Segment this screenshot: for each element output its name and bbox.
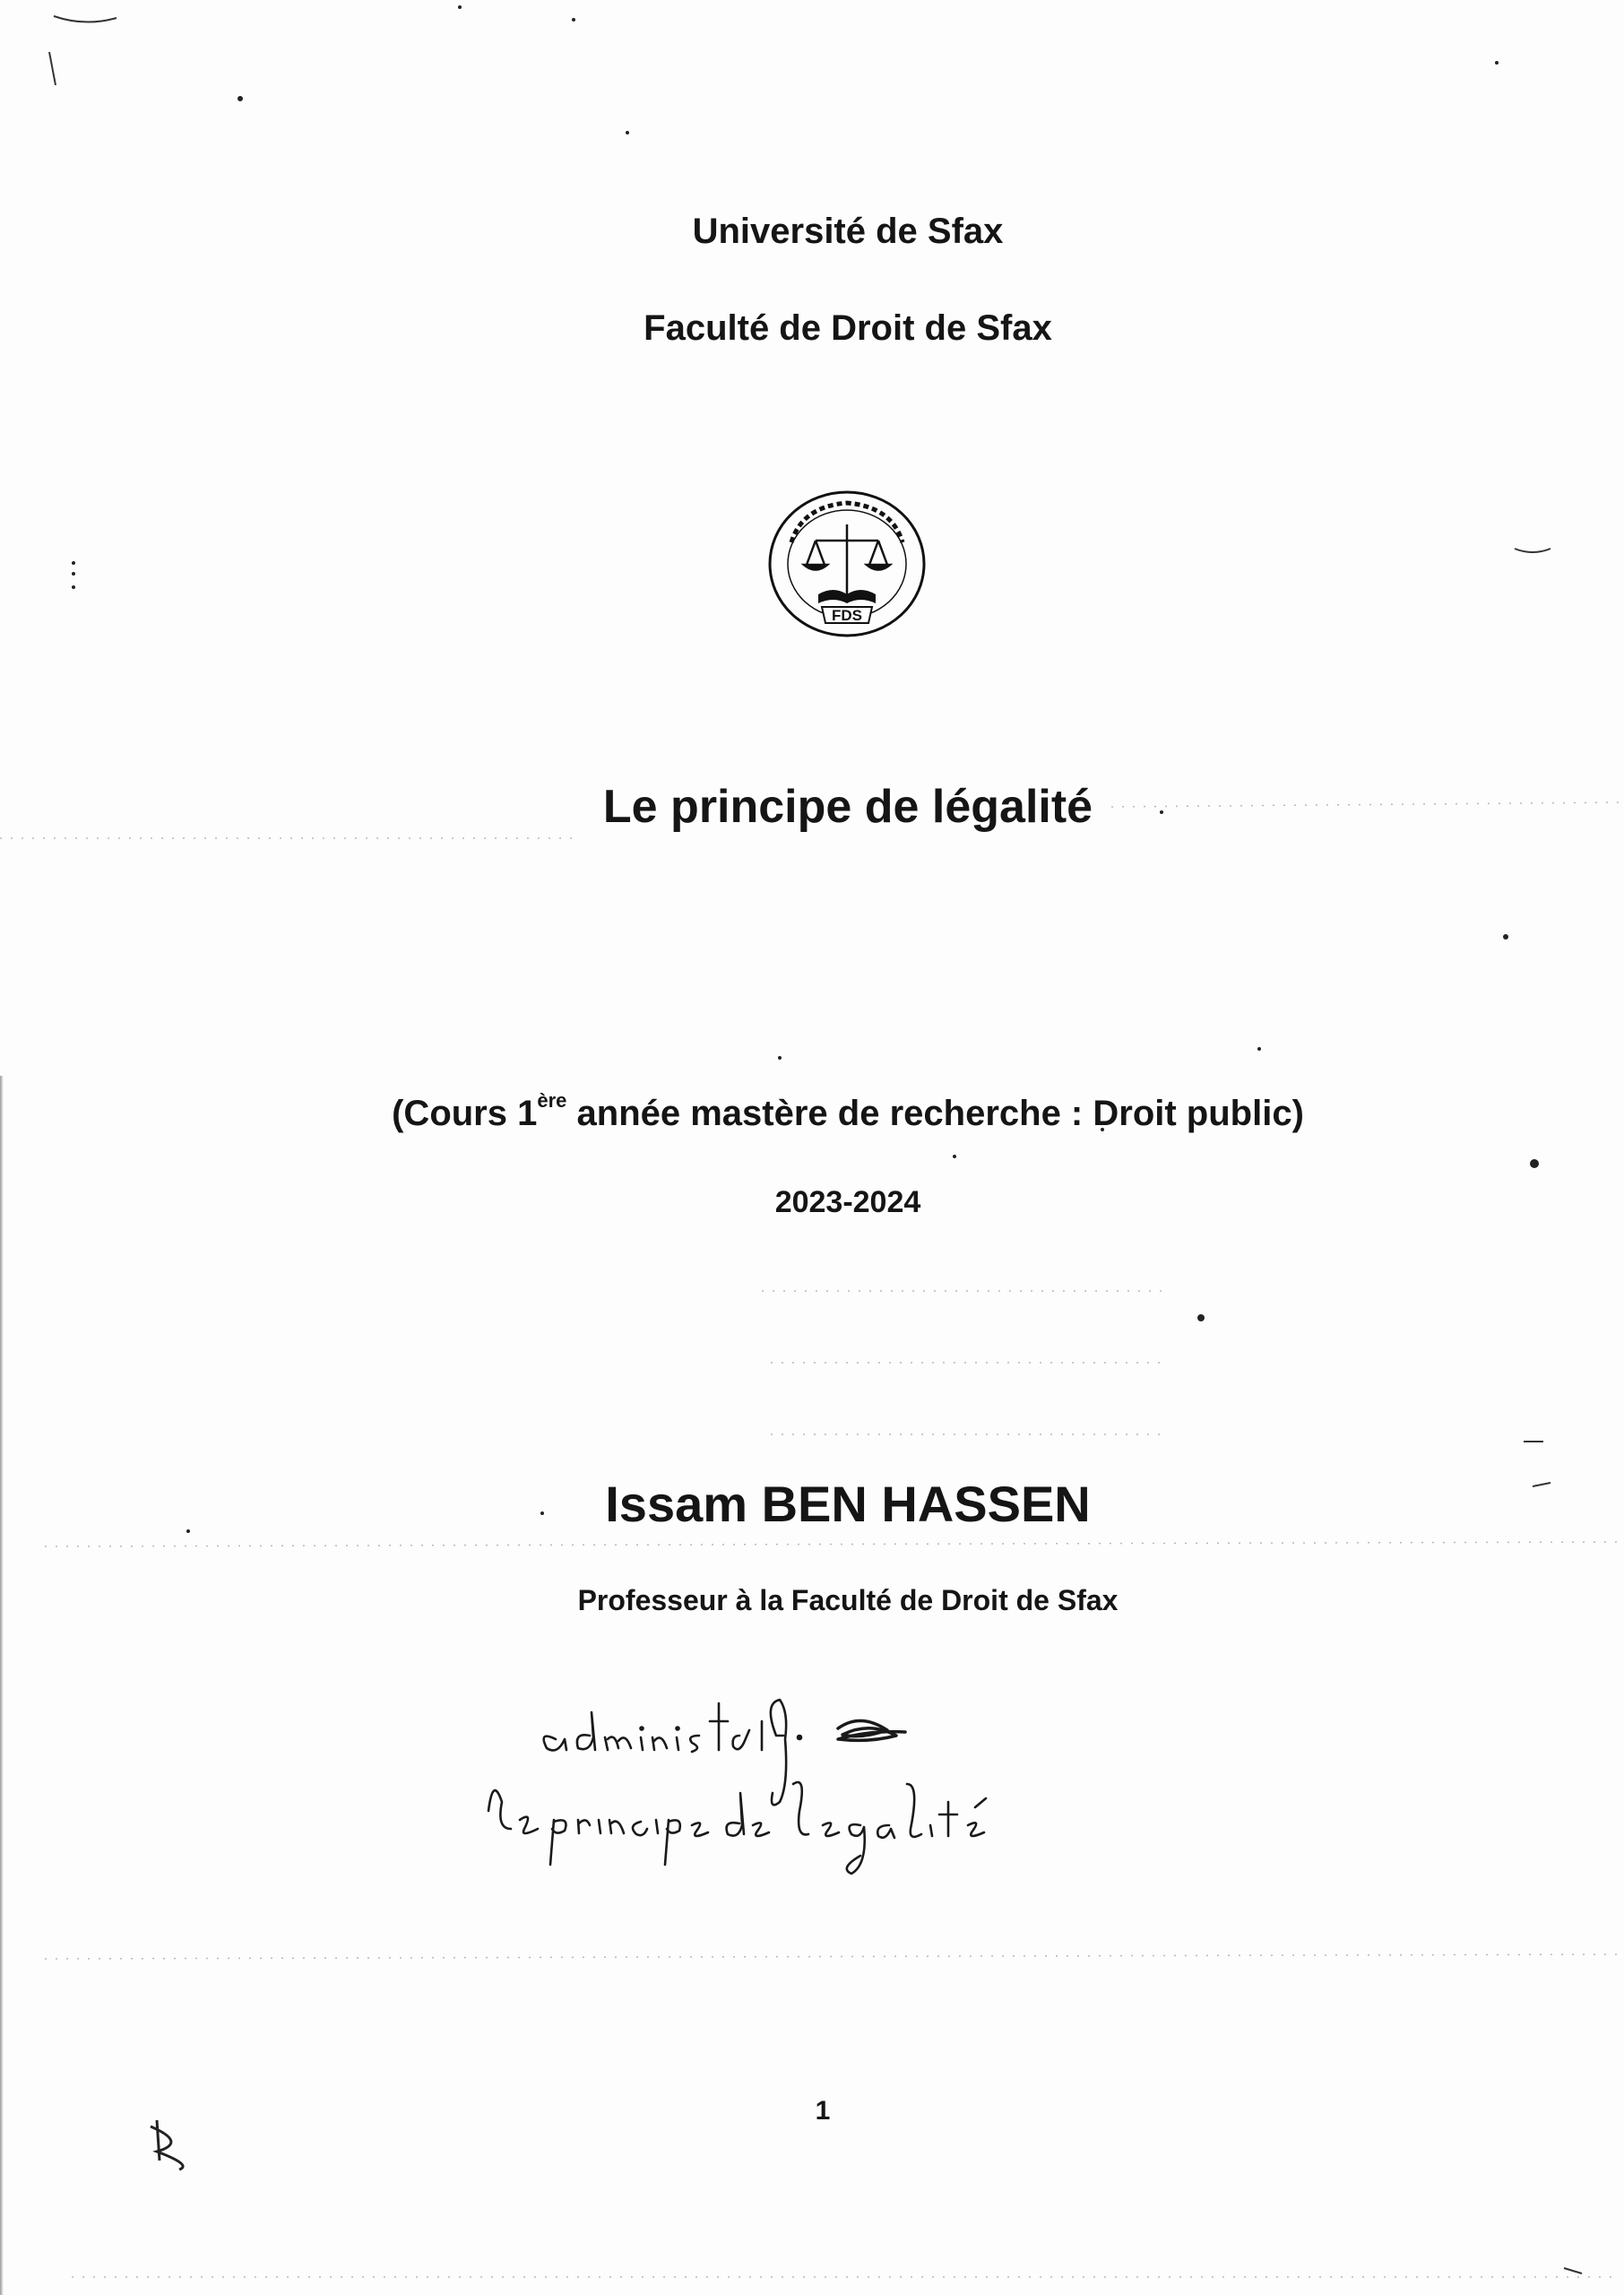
faculty-logo [766, 489, 928, 639]
document-title: Le principe de légalité [602, 781, 1093, 833]
academic-year: 2023-2024 [774, 1185, 921, 1219]
course-ordinal-superscript: ère [537, 1089, 567, 1112]
course-suffix: année mastère de recherche : Droit public) [566, 1094, 1304, 1133]
scales-of-justice-icon [804, 524, 890, 594]
university-name: Université de Sfax [692, 212, 1004, 251]
page-number: 1 [815, 2096, 831, 2126]
author-role: Professeur à la Faculté de Droit de Sfax [577, 1584, 1119, 1616]
course-description [0, 1089, 1624, 1134]
course-prefix: (Cours 1 [392, 1094, 538, 1133]
logo-abbreviation: FDS [832, 607, 862, 624]
faculty-name: Faculté de Droit de Sfax [644, 308, 1052, 348]
author-name: Issam BEN HASSEN [605, 1476, 1091, 1532]
handwritten-annotation [484, 1650, 1040, 1901]
